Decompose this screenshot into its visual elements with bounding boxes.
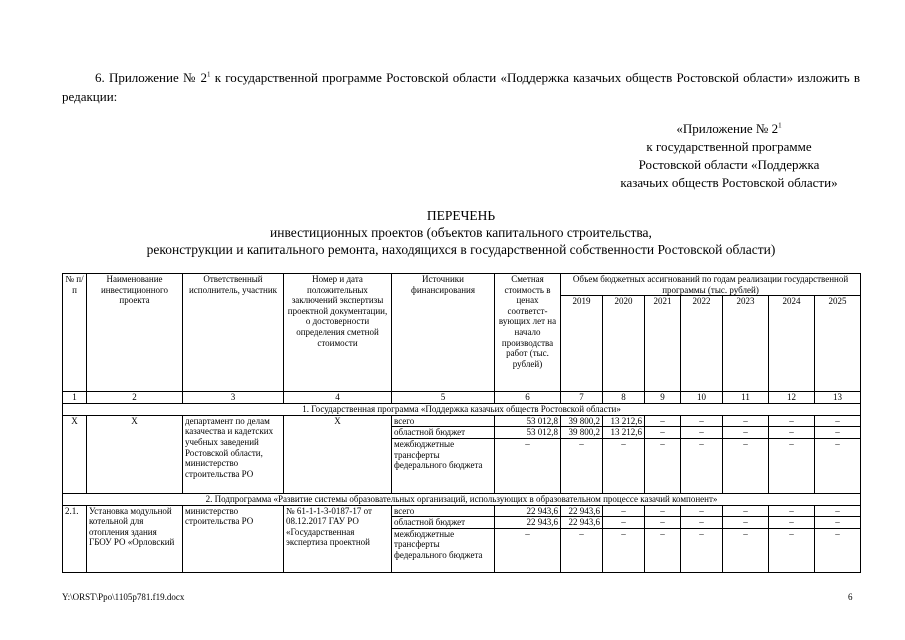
intro-text: 6. Приложение № 2 — [95, 70, 208, 85]
section-2-name: Установка модульной котельной для отопления здания ГБОУ РО «Орловский — [87, 505, 183, 572]
year-cell: – — [645, 517, 681, 529]
year-cell: – — [815, 517, 861, 529]
year-cell: 22 943,6 — [561, 505, 603, 517]
intro-superscript: 1 — [207, 70, 211, 79]
title-line-3: реконструкции и капитального ремонта, находящихся в государственной собственности Ростовской области) — [146, 242, 776, 257]
year-cell: – — [723, 438, 769, 493]
source-cell: всего — [392, 505, 495, 517]
intro-text-rest: к государственной программе Ростовской области «Поддержка казачьих обществ Ростовской области» изложить в редакции: — [62, 70, 860, 104]
year-cell: – — [645, 415, 681, 427]
section-2-title-row — [63, 493, 861, 505]
year-cell: 39 800,2 — [561, 415, 603, 427]
year-cell: – — [769, 528, 815, 572]
year-cell: – — [645, 528, 681, 572]
annex-header — [590, 120, 868, 192]
year-cell: – — [723, 415, 769, 427]
year-cell: – — [681, 517, 723, 529]
title-line-2: инвестиционных проектов (объектов капитального строительства, — [270, 225, 652, 240]
column-number: 6 — [495, 392, 561, 404]
year-cell: – — [603, 505, 645, 517]
cost-cell: 53 012,8 — [495, 427, 561, 439]
year-cell: – — [681, 427, 723, 439]
footer-page-number: 6 — [848, 592, 853, 602]
year-cell: – — [769, 517, 815, 529]
year-cell: – — [603, 438, 645, 493]
year-cell: – — [561, 438, 603, 493]
header-volume: Объем бюджетных ассигнований по годам реализации государственной программы (тыс. рублей) — [561, 274, 861, 296]
year-cell: – — [723, 528, 769, 572]
section-2-row-total — [63, 505, 861, 517]
section-2-executor: министерство строительства РО — [183, 505, 284, 572]
intro-paragraph — [62, 68, 860, 106]
year-cell: 39 800,2 — [561, 427, 603, 439]
section-1-executor: департамент по делам казачества и кадетских учебных заведений Ростовской области, министерство строительства РО — [183, 415, 284, 493]
year-cell: – — [815, 505, 861, 517]
header-year: 2019 — [561, 296, 603, 392]
source-cell: всего — [392, 415, 495, 427]
projects-table — [62, 273, 861, 573]
section-1-title-row — [63, 404, 861, 416]
source-cell: межбюджетные трансферты федерального бюджета — [392, 438, 495, 493]
column-number: 13 — [815, 392, 861, 404]
section-2-title: 2. Подпрограмма «Развитие системы образовательных организаций, использующих в образовательном процессе казачий компонент» — [63, 493, 861, 505]
source-cell: областной бюджет — [392, 427, 495, 439]
header-no: № п/п — [63, 274, 87, 392]
cost-cell: 22 943,6 — [495, 505, 561, 517]
annex-superscript: 1 — [778, 121, 782, 130]
column-number: 7 — [561, 392, 603, 404]
year-cell: – — [769, 427, 815, 439]
year-cell: – — [681, 505, 723, 517]
year-cell: – — [723, 505, 769, 517]
year-cell: 13 212,6 — [603, 427, 645, 439]
annex-line-2: к государственной программе — [646, 139, 812, 154]
header-name: Наименование инвестиционного проекта — [87, 274, 183, 392]
header-year: 2020 — [603, 296, 645, 392]
year-cell: – — [769, 438, 815, 493]
year-cell: – — [681, 415, 723, 427]
header-year: 2024 — [769, 296, 815, 392]
year-cell: – — [815, 438, 861, 493]
cost-cell: – — [495, 438, 561, 493]
year-cell: 22 943,6 — [561, 517, 603, 529]
section-1-row-total — [63, 415, 861, 427]
column-number: 1 — [63, 392, 87, 404]
source-cell: межбюджетные трансферты федерального бюджета — [392, 528, 495, 572]
year-cell: – — [723, 427, 769, 439]
year-cell: – — [603, 517, 645, 529]
year-cell: – — [769, 415, 815, 427]
year-cell: 13 212,6 — [603, 415, 645, 427]
column-number: 9 — [645, 392, 681, 404]
column-number: 12 — [769, 392, 815, 404]
column-number: 8 — [603, 392, 645, 404]
header-year: 2023 — [723, 296, 769, 392]
column-number: 11 — [723, 392, 769, 404]
year-cell: – — [723, 517, 769, 529]
source-cell: областной бюджет — [392, 517, 495, 529]
header-expertise: Номер и дата положительных заключений экспертизы проектной документации, о достоверности определения сметной стоимости — [284, 274, 392, 392]
cost-cell: 22 943,6 — [495, 517, 561, 529]
year-cell: – — [645, 438, 681, 493]
year-cell: – — [815, 528, 861, 572]
column-number: 5 — [392, 392, 495, 404]
year-cell: – — [645, 427, 681, 439]
column-numbers-row — [63, 392, 861, 404]
annex-line-4: казачьих обществ Ростовской области» — [620, 175, 838, 190]
column-number: 4 — [284, 392, 392, 404]
cost-cell: 53 012,8 — [495, 415, 561, 427]
header-year: 2022 — [681, 296, 723, 392]
annex-line-3: Ростовской области «Поддержка — [638, 157, 820, 172]
header-cost: Сметная стоимость в ценах соответст-вующих лет на начало производства работ (тыс. рублей) — [495, 274, 561, 392]
header-row — [63, 274, 861, 296]
annex-line-1-text: «Приложение № 2 — [676, 121, 779, 136]
section-1-name: Х — [87, 415, 183, 493]
section-1-expertise: Х — [284, 415, 392, 493]
section-1-no: Х — [63, 415, 87, 493]
header-year: 2025 — [815, 296, 861, 392]
year-cell: – — [681, 438, 723, 493]
column-number: 2 — [87, 392, 183, 404]
year-cell: – — [681, 528, 723, 572]
year-cell: – — [815, 415, 861, 427]
year-cell: – — [815, 427, 861, 439]
year-cell: – — [769, 505, 815, 517]
column-number: 3 — [183, 392, 284, 404]
section-2-expertise: № 61-1-1-3-0187-17 от 08.12.2017 ГАУ РО «Государственная экспертиза проектной — [284, 505, 392, 572]
cost-cell: – — [495, 528, 561, 572]
annex-line-1 — [590, 120, 868, 138]
column-number: 10 — [681, 392, 723, 404]
year-cell: – — [561, 528, 603, 572]
title-line-1: ПЕРЕЧЕНЬ — [426, 208, 496, 223]
document-title — [62, 207, 860, 258]
year-cell: – — [603, 528, 645, 572]
footer-file-path: Y:\ORST\Ppo\1105p781.f19.docx — [62, 592, 185, 602]
header-executor: Ответственный исполнитель, участник — [183, 274, 284, 392]
section-1-title: 1. Государственная программа «Поддержка казачьих обществ Ростовской области» — [63, 404, 861, 416]
header-sources: Источники финансирования — [392, 274, 495, 392]
year-cell: – — [645, 505, 681, 517]
header-year: 2021 — [645, 296, 681, 392]
section-2-no: 2.1. — [63, 505, 87, 572]
